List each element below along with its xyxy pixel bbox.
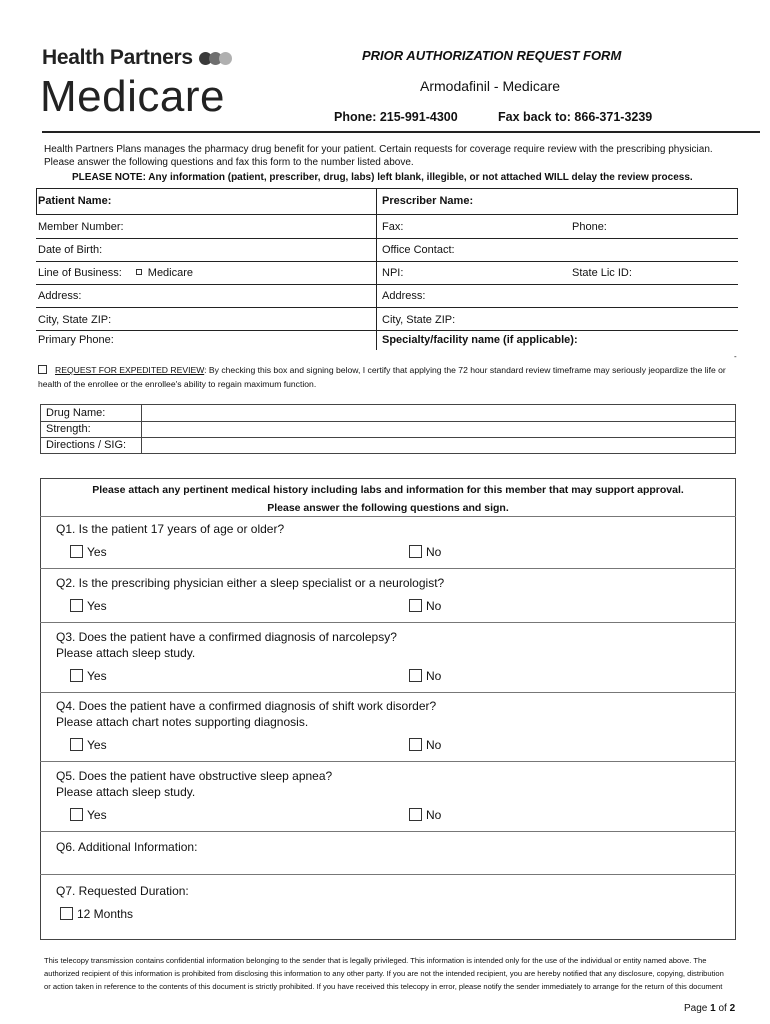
q3-no[interactable]	[409, 669, 441, 683]
expedited-checkbox[interactable]	[38, 365, 47, 374]
q7-text: Q7. Requested Duration:	[56, 884, 189, 898]
patient-address-field[interactable]: Address:	[38, 290, 82, 302]
dash-mark: -	[734, 352, 737, 361]
logo-health-partners	[42, 46, 232, 70]
line-of-business-field	[38, 267, 193, 279]
page-of: of	[715, 1003, 730, 1014]
question-divider	[40, 622, 736, 623]
phone-number: Phone: 215-991-4300	[334, 110, 458, 124]
dob-field[interactable]: Date of Birth:	[38, 244, 103, 256]
questions-subheader: Please answer the following questions and sign.	[267, 502, 509, 514]
no-label: No	[426, 738, 442, 752]
q1-text: Q1. Is the patient 17 years of age or older?	[56, 522, 285, 536]
office-contact-field[interactable]: Office Contact:	[382, 244, 455, 256]
prescriber-address-field[interactable]: Address:	[382, 290, 426, 302]
primary-phone-field[interactable]: Primary Phone:	[38, 334, 114, 346]
yes-label: Yes	[87, 669, 107, 683]
q5-subtext: Please attach sleep study.	[56, 785, 196, 799]
medicare-label: Medicare	[147, 267, 194, 279]
page-number	[684, 1003, 735, 1014]
questions-header: Please attach any pertinent medical history including labs and information for this member that may support approval.	[92, 484, 684, 496]
q3-yes[interactable]	[70, 669, 107, 683]
q7-12-months[interactable]	[60, 907, 133, 921]
medicare-checkbox[interactable]	[136, 269, 142, 275]
page-total: 2	[729, 1003, 736, 1014]
q1-no[interactable]	[409, 545, 441, 559]
header-divider	[42, 131, 760, 133]
logo-dot	[219, 52, 232, 65]
specialty-field[interactable]: Specialty/facility name (if applicable):	[382, 334, 578, 346]
yes-label: Yes	[87, 808, 107, 822]
q2-no[interactable]	[409, 599, 441, 613]
q2-text: Q2. Is the prescribing physician either a sleep specialist or a neurologist?	[56, 576, 445, 590]
no-label: No	[426, 599, 442, 613]
form-title: PRIOR AUTHORIZATION REQUEST FORM	[362, 48, 622, 63]
question-divider	[40, 831, 736, 832]
question-divider	[40, 516, 736, 517]
member-number-field[interactable]: Member Number:	[38, 221, 124, 233]
prescriber-city-field[interactable]: City, State ZIP:	[382, 314, 456, 326]
npi-field[interactable]: NPI:	[382, 267, 404, 279]
drug-table-line	[41, 421, 735, 422]
no-label: No	[426, 808, 442, 822]
patient-city-field[interactable]: City, State ZIP:	[38, 314, 112, 326]
table-row-line	[36, 284, 738, 285]
prescriber-name-field[interactable]: Prescriber Name:	[382, 195, 474, 207]
table-divider	[376, 188, 377, 350]
logo-top-text: Health Partners	[42, 46, 193, 69]
page-prefix: Page	[684, 1003, 711, 1014]
question-divider	[40, 874, 736, 875]
q5-yes[interactable]	[70, 808, 107, 822]
q3-subtext: Please attach sleep study.	[56, 646, 196, 660]
yes-label: Yes	[87, 738, 107, 752]
patient-prescriber-table	[36, 188, 738, 350]
expedited-label: REQUEST FOR EXPEDITED REVIEW	[55, 365, 205, 375]
patient-name-field[interactable]: Patient Name:	[38, 195, 112, 207]
drug-table-divider	[141, 405, 142, 453]
q1-no-checkbox[interactable]	[409, 545, 422, 558]
confidentiality-notice: This telecopy transmission contains confidential information belonging to the sender that is legally privileged. This information is intended only for the use of the individual or entity named above. The authorized recipient of this information is prohibited from disclosing this information to any other party. If you are not the intended recipient, you are hereby notified that any disclosure, copying, distribution or action taken in reference to the contents of this document is strictly prohibited. If you have received this telecopy in error, please notify the sender immediately to arrange for the return of this document	[44, 956, 724, 991]
page-current: 1	[710, 1003, 716, 1014]
question-divider	[40, 692, 736, 693]
intro-text: Health Partners Plans manages the pharmacy drug benefit for your patient. Certain requests for coverage require review with the prescribing physician. Please answer the following questions and fax this form to the number listed above.	[44, 144, 713, 168]
q7-12-months-checkbox[interactable]	[60, 907, 73, 920]
strength-field[interactable]: Strength:	[46, 423, 91, 435]
yes-label: Yes	[87, 599, 107, 613]
q2-yes[interactable]	[70, 599, 107, 613]
table-row-line	[36, 330, 738, 331]
no-label: No	[426, 669, 442, 683]
q4-no[interactable]	[409, 738, 441, 752]
drug-table	[40, 404, 736, 454]
no-label: No	[426, 545, 442, 559]
prescriber-phone-field[interactable]: Phone:	[572, 221, 607, 233]
table-row-line	[36, 307, 738, 308]
q7-option-label: 12 Months	[77, 907, 134, 921]
drug-table-line	[41, 437, 735, 438]
logo-medicare: Medicare	[40, 72, 225, 121]
directions-field[interactable]: Directions / SIG:	[46, 439, 127, 451]
q1-yes[interactable]	[70, 545, 107, 559]
yes-label: Yes	[87, 545, 107, 559]
question-divider	[40, 761, 736, 762]
drug-title: Armodafinil - Medicare	[420, 78, 561, 94]
table-row-line	[36, 238, 738, 239]
q1-yes-checkbox[interactable]	[70, 545, 83, 558]
q4-text: Q4. Does the patient have a confirmed diagnosis of shift work disorder?	[56, 699, 437, 713]
q3-no-checkbox[interactable]	[409, 669, 422, 682]
q4-no-checkbox[interactable]	[409, 738, 422, 751]
please-note: PLEASE NOTE: Any information (patient, prescriber, drug, labs) left blank, illegible, or not attached WILL delay the review process.	[72, 172, 693, 183]
q3-text: Q3. Does the patient have a confirmed diagnosis of narcolepsy?	[56, 630, 397, 644]
drug-name-field[interactable]: Drug Name:	[46, 407, 106, 419]
question-divider	[40, 568, 736, 569]
logo-dots-icon	[202, 46, 232, 70]
q3-yes-checkbox[interactable]	[70, 669, 83, 682]
line-of-business-label: Line of Business:	[38, 267, 122, 279]
q5-no[interactable]	[409, 808, 441, 822]
fax-number: Fax back to: 866-371-3239	[498, 110, 653, 124]
q4-subtext: Please attach chart notes supporting diagnosis.	[56, 715, 309, 729]
q4-yes-checkbox[interactable]	[70, 738, 83, 751]
q4-yes[interactable]	[70, 738, 107, 752]
q5-yes-checkbox[interactable]	[70, 808, 83, 821]
q5-text: Q5. Does the patient have obstructive sleep apnea?	[56, 769, 333, 783]
expedited-review	[38, 363, 738, 391]
expedited-text: : By checking this box and signing below, I certify that applying the 72 hour standard review timeframe may seriously jeopardize the life or health of the enrollee or the enrollee's ability to regain maximum function.	[38, 365, 726, 389]
state-lic-field[interactable]: State Lic ID:	[572, 267, 632, 279]
prescriber-fax-field[interactable]: Fax:	[382, 221, 404, 233]
q5-no-checkbox[interactable]	[409, 808, 422, 821]
table-row-line	[36, 261, 738, 262]
q2-no-checkbox[interactable]	[409, 599, 422, 612]
q6-text[interactable]: Q6. Additional Information:	[56, 840, 198, 854]
q2-yes-checkbox[interactable]	[70, 599, 83, 612]
